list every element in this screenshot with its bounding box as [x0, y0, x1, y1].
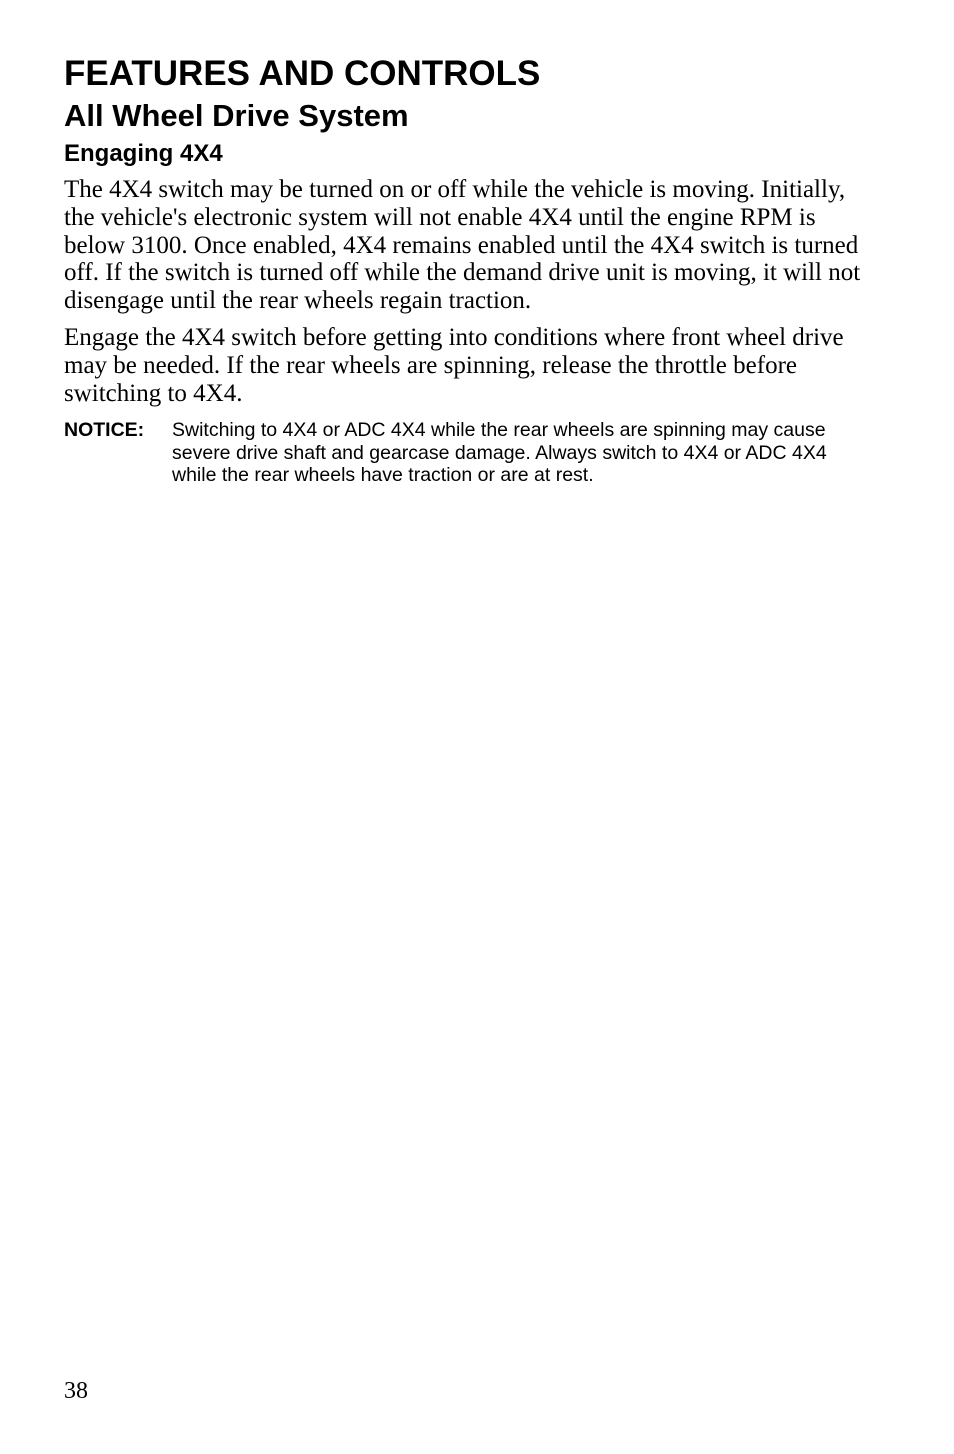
notice-block — [64, 419, 864, 487]
manual-page — [64, 54, 864, 487]
chapter-title: FEATURES AND CONTROLS — [64, 54, 541, 93]
body-paragraph-1: The 4X4 switch may be turned on or off while the vehicle is moving. Initially, the vehicle's electronic system will not enable 4X4 until the engine RPM is below 3100. Once enabled, 4X4 remains enabled until the 4X4 switch is turned off. If the switch is turned off while the demand drive unit is moving, it will not disengage until the rear wheels regain traction. — [64, 176, 861, 315]
notice-text: Switching to 4X4 or ADC 4X4 while the rear wheels are spinning may cause severe drive shaft and gearcase damage. Always switch to 4X4 or ADC 4X4 while the rear wheels have traction or are at rest. — [172, 419, 827, 487]
body-paragraph-2: Engage the 4X4 switch before getting into conditions where front wheel drive may be needed. If the rear wheels are spinning, release the throttle before switching to 4X4. — [64, 323, 844, 407]
subsection-title: Engaging 4X4 — [64, 140, 223, 167]
notice-label: NOTICE: — [64, 419, 145, 442]
page-number: 38 — [64, 1378, 88, 1404]
section-title: All Wheel Drive System — [64, 98, 409, 133]
